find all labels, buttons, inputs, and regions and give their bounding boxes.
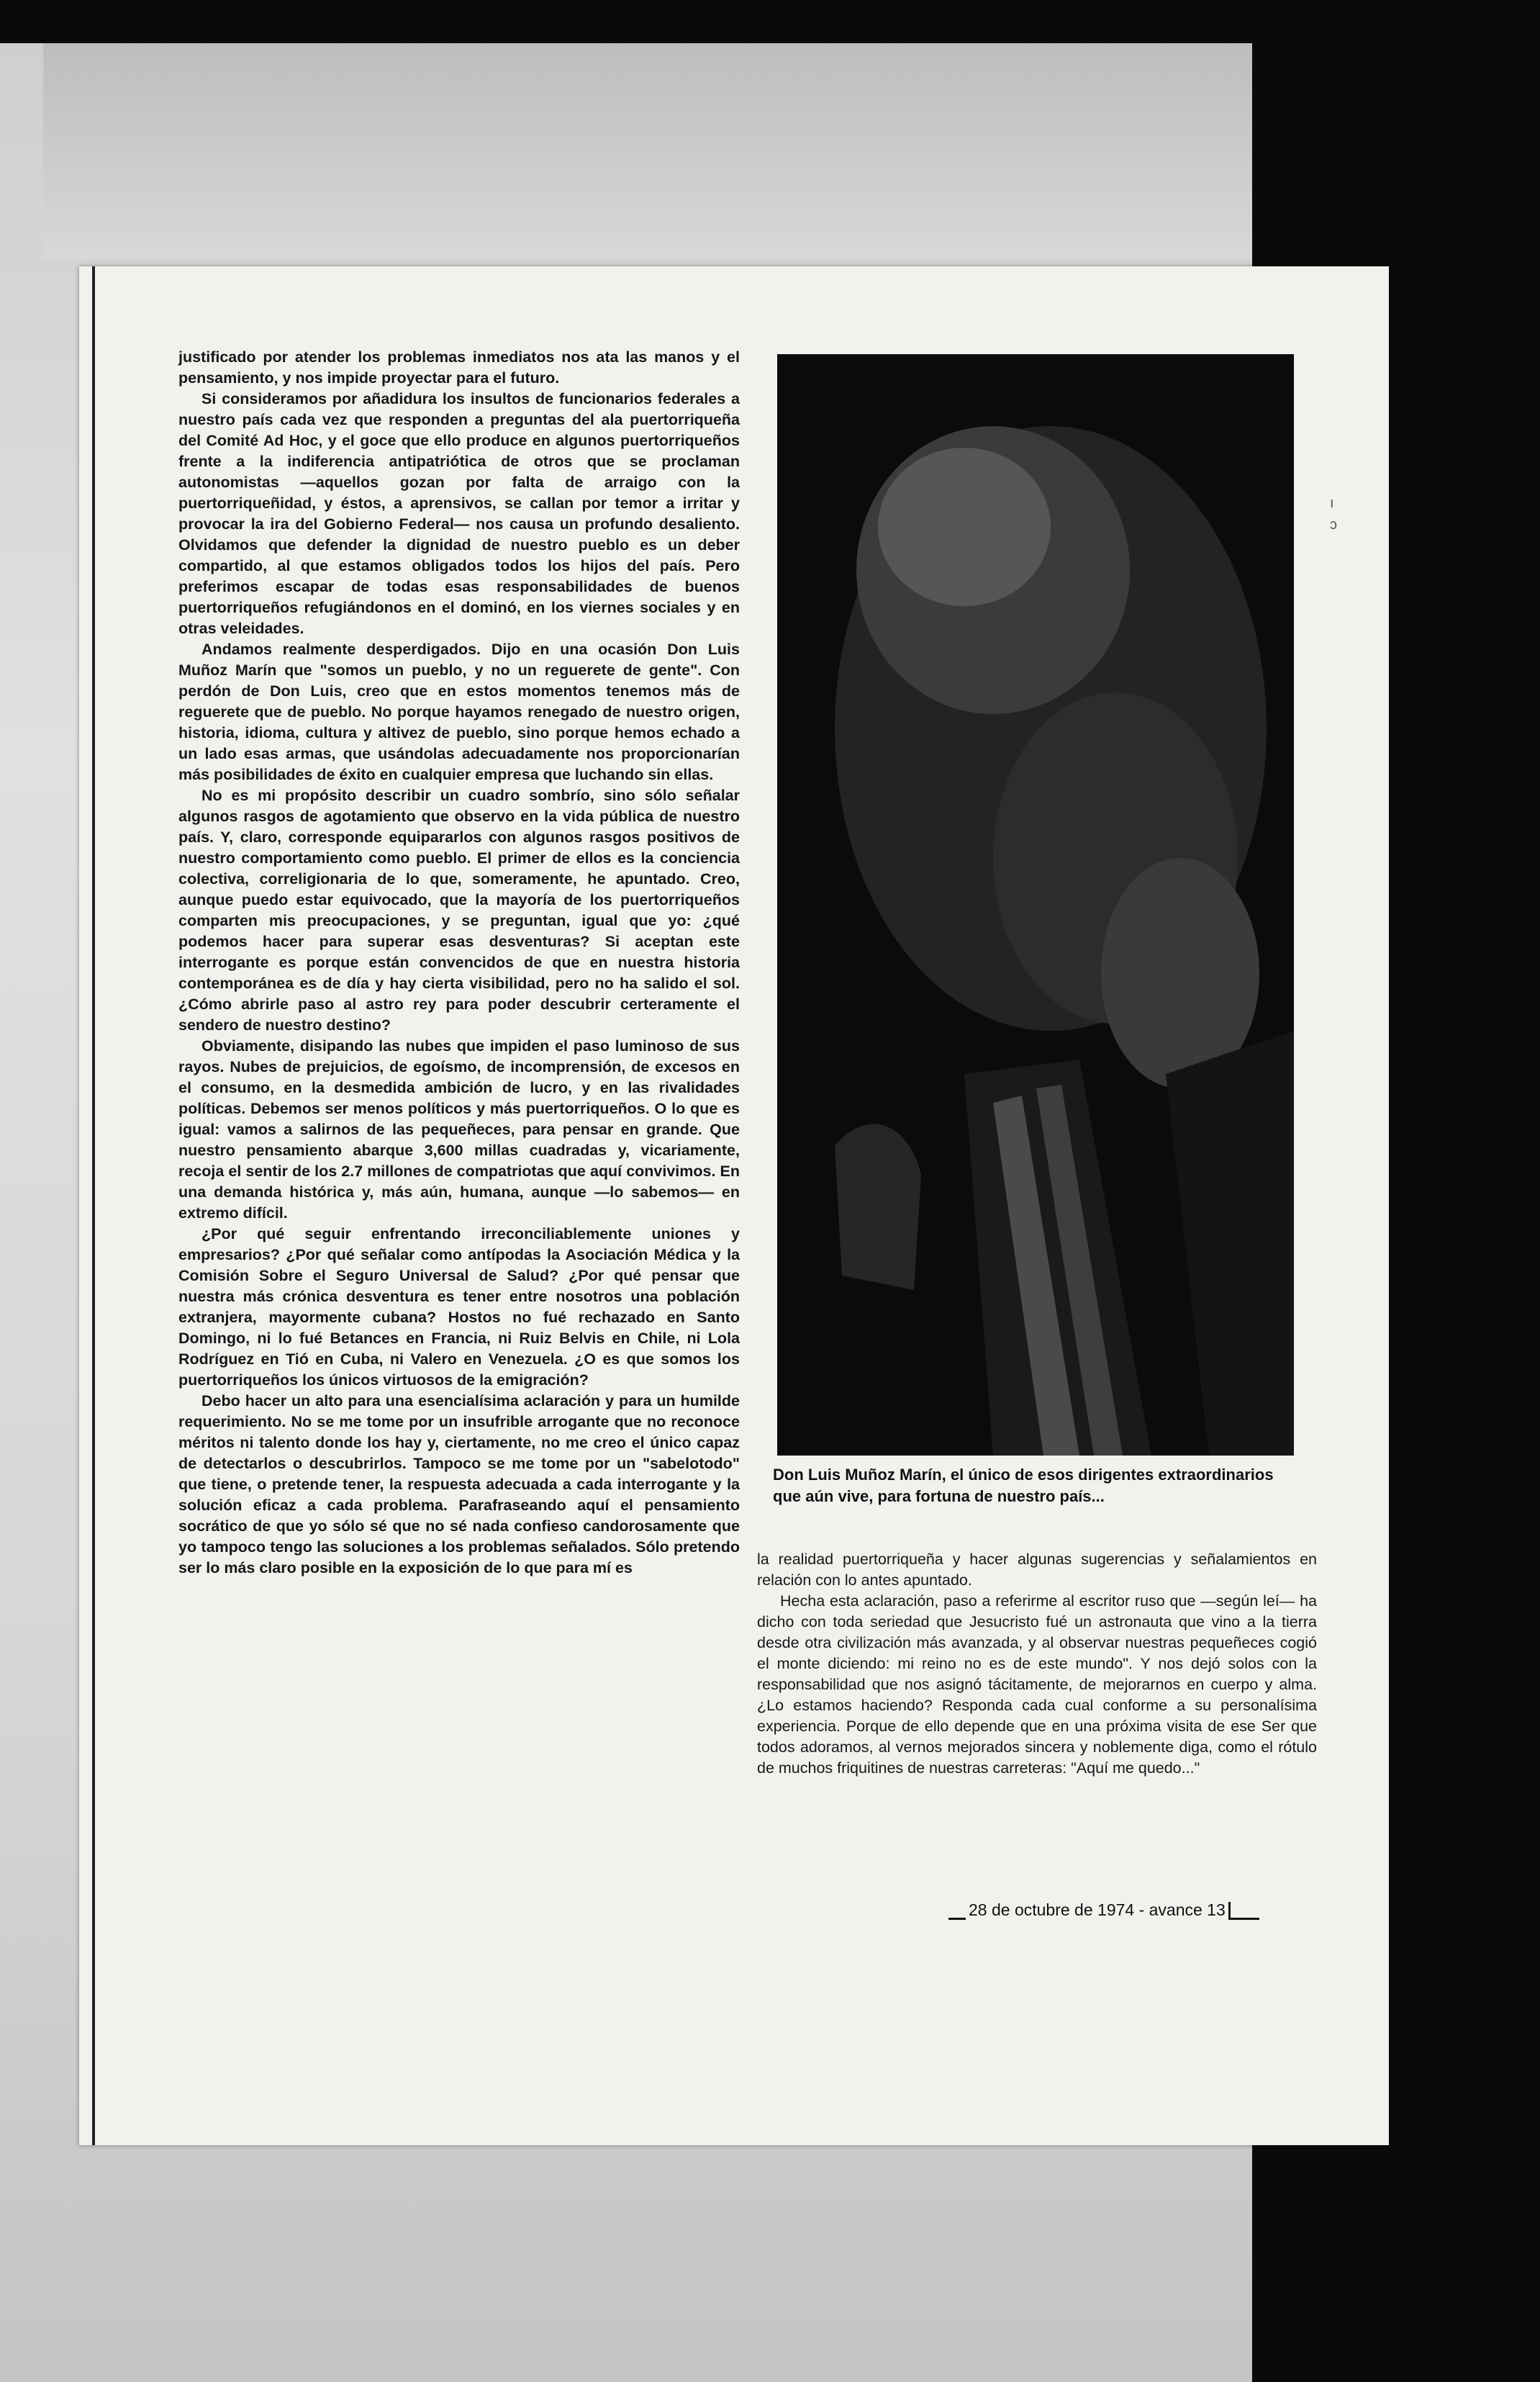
paragraph: justificado por atender los problemas inmediatos nos ata las manos y el pensamiento, y nos impide proyectar para el futuro. [178, 348, 740, 387]
paragraph: ¿Por qué seguir enfrentando irreconciliablemente uniones y empresarios? ¿Por qué señalar como antípodas la Asociación Médica y la Comisión Sobre el Seguro Universal de Salud? ¿Por qué pensar que nuestra más crónica desventura es tener entre nosotros una población extranjera, mayormente cubana? Hostos no fué rechazado en Santo Domingo, ni lo fué Betances en Francia, ni Ruiz Belvis en Chile, ni Lola Rodríguez en Tió en Cuba, ni Valero en Venezuela. ¿O es que somos los puertorriqueños los únicos virtuosos de la emigración? [178, 1225, 740, 1389]
paragraph: Si consideramos por añadidura los insultos de funcionarios federales a nuestro país cada vez que responden a preguntas del ala puertorriqueña del Comité Ad Hoc, y el goce que ello produce en algunos puertorriqueños frente a la indiferencia antipatriótica de otros que se proclaman autonomistas —aquellos gozan por falta de arraigo con la puertorriqueñidad, y éstos, a aprensivos, se callan por temor a irritar y provocar la ira del Gobierno Federal— nos causa un profundo desaliento. Olvidamos que defender la dignidad de nuestro pueblo es un deber compartido, al que estamos obligados todos los hijos del país. Pero preferimos escapar de todas esas responsabilidades de buenos puertorriqueños refugiándonos en el dominó, en los viernes sociales y en otras veleidades. [178, 390, 740, 637]
paragraph: Obviamente, disipando las nubes que impiden el paso luminoso de sus rayos. Nubes de prejuicios, de egoísmo, de incomprensión, de excesos en el consumo, en la desmedida ambición de lucro, y en las rivalidades políticas. Debemos ser menos políticos y más puertorriqueños. O lo que es igual: vamos a salirnos de las pequeñeces, para pensar en grande. Que nuestro pensamiento abarque 3,600 millas cuadradas y, vicariamente, recoja el sentir de los 2.7 millones de compatriotas que aquí convivimos. En una demanda histórica y, más aún, humana, aunque —lo sabemos— en extremo difícil. [178, 1037, 740, 1222]
folio-rule-right [1228, 1902, 1259, 1920]
paragraph: Debo hacer un alto para una esencialísima aclaración y para un humilde requerimiento. No se me tome por un insufrible arrogante que no reconoce méritos ni talento donde los hay y, ciertamente, no me creo el único capaz de detectarlos o descubrirlos. Tampoco se me tome por un "sabelotodo" que tiene, o pretende tener, la respuesta adecuada a cada interrogante y la solución eficaz a cada problema. Parafraseando aquí el pensamiento socrático de que yo sólo sé que no sé nada confieso candorosamente que yo tampoco tengo las soluciones a los problemas señalados. Sólo pretendo ser lo más claro posible en la exposición de lo que para mí es [178, 1392, 740, 1576]
scan-backdrop-shadow [43, 43, 1252, 259]
paragraph: Andamos realmente desperdigados. Dijo en una ocasión Don Luis Muñoz Marín que "somos un pueblo, y no un reguerete de gente". Con perdón de Don Luis, creo que en estos momentos tenemos más de reguerete que de pueblo. No porque hayamos renegado de nuestro origen, historia, idioma, cultura y altivez de pueblo, sino porque hemos echado a un lado esas armas, que usándolas adecuadamente nos proporcionarían más posibilidades de éxito en cualquier empresa que luchando sin ellas. [178, 641, 740, 783]
folio-text: 28 de octubre de 1974 - avance 13 [969, 1900, 1226, 1919]
article-right-column [757, 1549, 1317, 1779]
portrait-photo-icon [777, 354, 1294, 1456]
photo-caption: Don Luis Muñoz Marín, el único de esos dirigentes extraordinarios que aún vive, para fortuna de nuestro país... [773, 1466, 1274, 1505]
margin-mark: ı [1330, 495, 1334, 511]
folio-rule-left [948, 1918, 966, 1920]
margin-mark: ɔ [1330, 517, 1337, 533]
article-left-column [178, 347, 740, 1579]
paragraph: la realidad puertorriqueña y hacer algunas sugerencias y señalamientos en relación con lo antes apuntado. [757, 1551, 1317, 1589]
paragraph: Hecha esta aclaración, paso a referirme al escritor ruso que —según leí— ha dicho con toda seriedad que Jesucristo fué un astronauta que vino a la tierra desde otra civilización más avanzada, y al observar nuestras pequeñeces cogió el monte diciendo: mi reino no es de este mundo". Y nos dejó solos con la responsabilidad que nos asignó tácitamente, de mejorarnos en cuerpo y alma. ¿Lo estamos haciendo? Responda cada cual conforme a su personalísima experiencia. Porque de ello depende que en una próxima visita de ese Ser que todos adoramos, al vernos mejorados sincera y noblemente diga, como el rótulo de muchos friquitines de nuestras carreteras: "Aquí me quedo..." [757, 1592, 1317, 1777]
page-edge-rule [92, 266, 95, 2145]
paragraph: No es mi propósito describir un cuadro sombrío, sino sólo señalar algunos rasgos de agotamiento que observo en la vida pública de nuestro país. Y, claro, corresponde equipararlos con algunos rasgos positivos de nuestro comportamiento como pueblo. El primer de ellos es la conciencia colectiva, correligionaria de lo que, someramente, he apuntado. Creo, aunque puedo estar equivocado, que la mayoría de los puertorriqueños comparten mis preocupaciones, y se preguntan, igual que yo: ¿qué podemos hacer para superar esas desventuras? Si aceptan este interrogante es porque están convencidos de que en nuestra historia contemporánea es de día y hay cierta visibilidad, pero no ha salido el sol. ¿Cómo abrirle paso al astro rey para poder descubrir certeramente el sendero de nuestro destino? [178, 787, 740, 1034]
page-folio [948, 1900, 1344, 1920]
